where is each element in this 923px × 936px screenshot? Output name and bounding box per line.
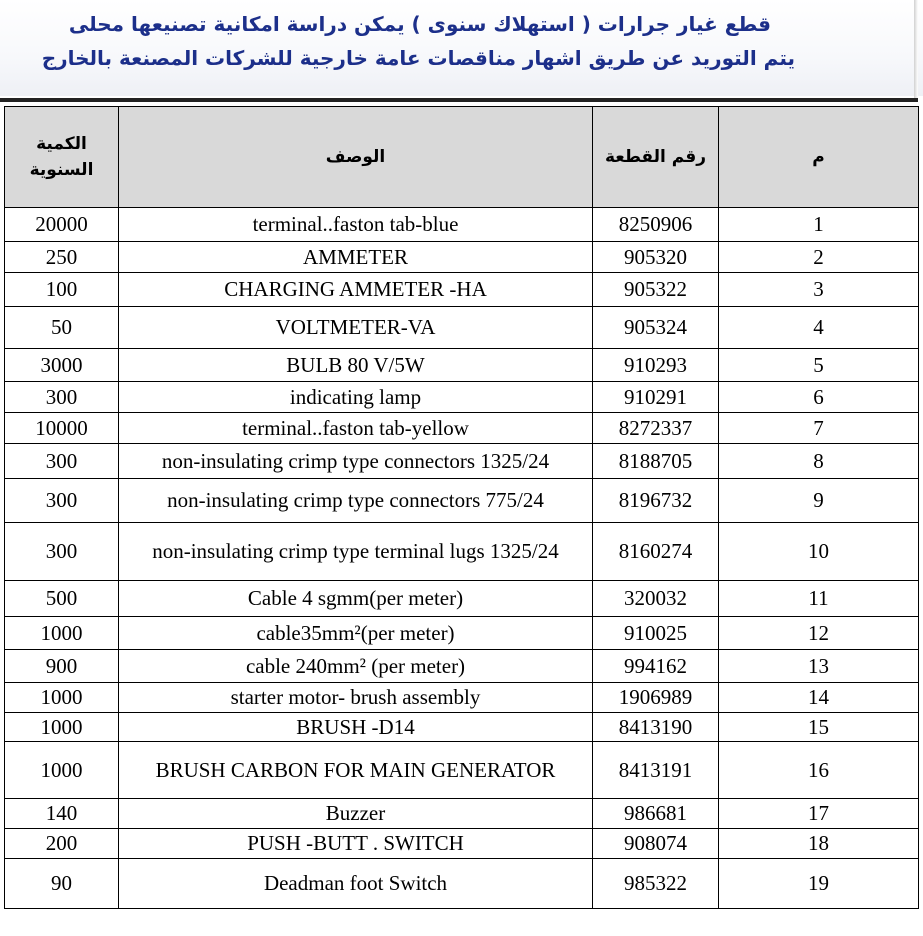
row-quantity: 300 [5, 444, 119, 479]
table-row [5, 581, 919, 617]
row-part-number: 905320 [593, 242, 719, 273]
row-description: indicating lamp [119, 382, 593, 413]
row-part-number: 8188705 [593, 444, 719, 479]
row-index: 7 [719, 413, 919, 444]
row-quantity: 140 [5, 799, 119, 829]
row-description: Deadman foot Switch [119, 859, 593, 909]
table-header-row [5, 107, 919, 208]
row-part-number: 910025 [593, 617, 719, 650]
row-description: BULB 80 V/5W [119, 349, 593, 382]
header-description: الوصف [119, 107, 593, 208]
row-index: 14 [719, 683, 919, 713]
row-quantity: 1000 [5, 683, 119, 713]
row-part-number: 905322 [593, 273, 719, 307]
row-quantity: 3000 [5, 349, 119, 382]
row-part-number: 1906989 [593, 683, 719, 713]
row-description: Buzzer [119, 799, 593, 829]
row-index: 4 [719, 307, 919, 349]
header-title-line-1: قطع غيار جرارات ( استهلاك سنوى ) يمكن دراسة امكانية تصنيعها محلى [68, 12, 771, 36]
row-quantity: 20000 [5, 208, 119, 242]
row-quantity: 1000 [5, 713, 119, 742]
row-index: 10 [719, 523, 919, 581]
header-edge-shadow [914, 0, 918, 100]
row-index: 13 [719, 650, 919, 683]
header-divider [0, 98, 918, 102]
table-row [5, 307, 919, 349]
table-row [5, 413, 919, 444]
table-row [5, 859, 919, 909]
table-row [5, 479, 919, 523]
row-part-number: 985322 [593, 859, 719, 909]
row-index: 18 [719, 829, 919, 859]
table-row [5, 242, 919, 273]
row-quantity: 200 [5, 829, 119, 859]
row-description: cable35mm²(per meter) [119, 617, 593, 650]
row-description: AMMETER [119, 242, 593, 273]
row-quantity: 1000 [5, 742, 119, 799]
row-description: BRUSH CARBON FOR MAIN GENERATOR [119, 742, 593, 799]
row-description: non-insulating crimp type connectors 1325/24 [119, 444, 593, 479]
row-description: non-insulating crimp type terminal lugs 1325/24 [119, 523, 593, 581]
document-header [0, 0, 923, 96]
row-quantity: 300 [5, 382, 119, 413]
row-description: non-insulating crimp type connectors 775/24 [119, 479, 593, 523]
row-part-number: 908074 [593, 829, 719, 859]
row-index: 16 [719, 742, 919, 799]
table-row [5, 742, 919, 799]
row-part-number: 910293 [593, 349, 719, 382]
row-index: 19 [719, 859, 919, 909]
table-body [5, 208, 919, 909]
row-description: Cable 4 sgmm(per meter) [119, 581, 593, 617]
header-quantity-line-2: السنوية [29, 160, 94, 180]
row-index: 8 [719, 444, 919, 479]
row-part-number: 8272337 [593, 413, 719, 444]
row-part-number: 8196732 [593, 479, 719, 523]
table-row [5, 799, 919, 829]
row-description: VOLTMETER-VA [119, 307, 593, 349]
row-description: PUSH -BUTT . SWITCH [119, 829, 593, 859]
row-part-number: 8160274 [593, 523, 719, 581]
row-description: terminal..faston tab-yellow [119, 413, 593, 444]
table-row [5, 617, 919, 650]
table-row [5, 829, 919, 859]
row-index: 9 [719, 479, 919, 523]
table-row [5, 349, 919, 382]
row-index: 6 [719, 382, 919, 413]
row-quantity: 50 [5, 307, 119, 349]
row-index: 1 [719, 208, 919, 242]
row-part-number: 994162 [593, 650, 719, 683]
table-row [5, 523, 919, 581]
row-index: 12 [719, 617, 919, 650]
row-part-number: 905324 [593, 307, 719, 349]
row-quantity: 250 [5, 242, 119, 273]
row-quantity: 900 [5, 650, 119, 683]
spare-parts-table [4, 106, 919, 909]
header-annual-quantity [5, 107, 119, 208]
row-quantity: 90 [5, 859, 119, 909]
table-row [5, 273, 919, 307]
row-quantity: 500 [5, 581, 119, 617]
row-quantity: 100 [5, 273, 119, 307]
header-quantity-line-1: الكمية [36, 134, 87, 154]
row-description: starter motor- brush assembly [119, 683, 593, 713]
row-quantity: 10000 [5, 413, 119, 444]
row-index: 15 [719, 713, 919, 742]
row-index: 17 [719, 799, 919, 829]
row-part-number: 8413191 [593, 742, 719, 799]
row-part-number: 8250906 [593, 208, 719, 242]
row-quantity: 300 [5, 523, 119, 581]
row-description: cable 240mm² (per meter) [119, 650, 593, 683]
row-description: terminal..faston tab-blue [119, 208, 593, 242]
header-index: م [719, 107, 919, 208]
table-row [5, 382, 919, 413]
row-description: BRUSH -D14 [119, 713, 593, 742]
row-part-number: 320032 [593, 581, 719, 617]
row-index: 3 [719, 273, 919, 307]
header-title-line-2: يتم التوريد عن طريق اشهار مناقصات عامة خارجية للشركات المصنعة بالخارج [41, 46, 795, 70]
table-row [5, 444, 919, 479]
row-quantity: 300 [5, 479, 119, 523]
table-row [5, 683, 919, 713]
row-part-number: 986681 [593, 799, 719, 829]
row-quantity: 1000 [5, 617, 119, 650]
row-description: CHARGING AMMETER -HA [119, 273, 593, 307]
row-part-number: 8413190 [593, 713, 719, 742]
table-row [5, 208, 919, 242]
table-row [5, 650, 919, 683]
row-index: 2 [719, 242, 919, 273]
row-index: 5 [719, 349, 919, 382]
table-row [5, 713, 919, 742]
row-part-number: 910291 [593, 382, 719, 413]
header-part-number: رقم القطعة [593, 107, 719, 208]
row-index: 11 [719, 581, 919, 617]
